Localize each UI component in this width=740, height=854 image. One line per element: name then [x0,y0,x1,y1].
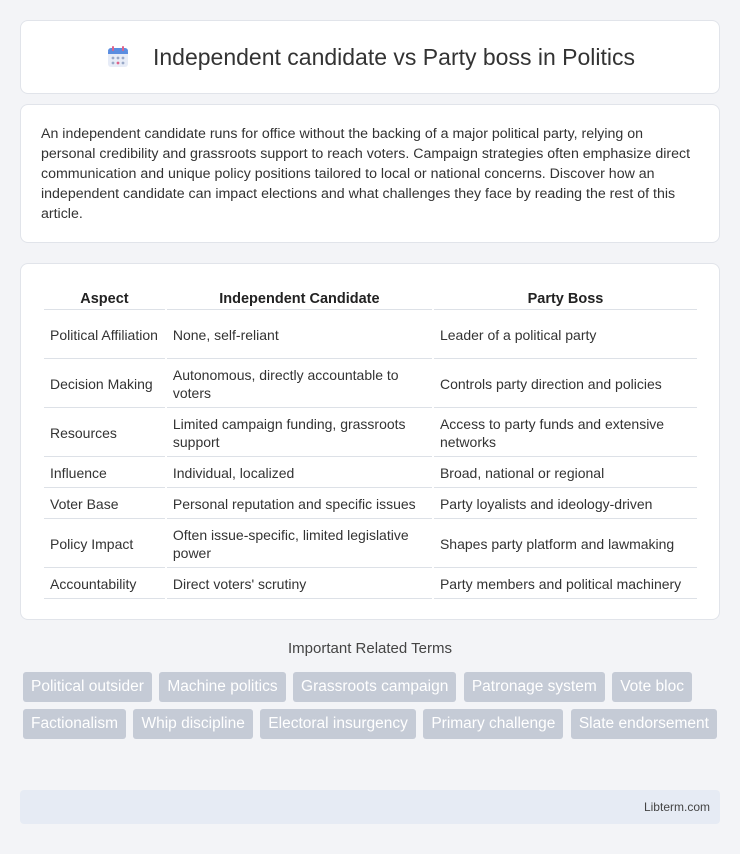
header-aspect: Aspect [44,288,165,310]
row-aspect: Influence [44,459,165,488]
row-party-boss: Leader of a political party [434,312,697,359]
footer-site-link[interactable]: Libterm.com [643,800,710,814]
row-party-boss: Shapes party platform and lawmaking [434,521,697,568]
row-independent: Individual, localized [167,459,432,488]
row-aspect: Voter Base [44,490,165,519]
header-independent-candidate: Independent Candidate [167,288,432,310]
row-independent: Direct voters' scrutiny [167,570,432,599]
intro-card [20,104,720,243]
table-row [44,361,697,408]
table-row [44,410,697,457]
calendar-icon [105,44,131,70]
related-term-tag[interactable]: Factionalism [23,709,126,739]
table-row [44,312,697,359]
row-aspect: Policy Impact [44,521,165,568]
comparison-table [42,286,699,601]
row-aspect: Accountability [44,570,165,599]
related-term-tag[interactable]: Primary challenge [423,709,563,739]
row-party-boss: Party loyalists and ideology-driven [434,490,697,519]
row-aspect: Resources [44,410,165,457]
table-row [44,459,697,488]
header-party-boss: Party Boss [434,288,697,310]
row-aspect: Political Affiliation [44,312,165,359]
page-title: Independent candidate vs Party boss in Politics [152,43,635,70]
related-term-tag[interactable]: Vote bloc [612,672,692,702]
row-party-boss: Party members and political machinery [434,570,697,599]
row-party-boss: Controls party direction and policies [434,361,697,408]
related-term-tag[interactable]: Whip discipline [133,709,252,739]
row-independent: Personal reputation and specific issues [167,490,432,519]
table-header-row [44,288,697,310]
row-independent: Autonomous, directly accountable to voters [167,361,432,408]
related-term-tag[interactable]: Machine politics [159,672,285,702]
intro-paragraph: An independent candidate runs for office without the backing of a major political party, relying on personal credibility and grassroots support to reach voters. Campaign strategies often emphasize direct communication and unique policy positions tailored to local or national concerns. Discover how an independent candidate can impact elections and what challenges they face by reading the rest of this article. [41,126,691,222]
table-row [44,521,697,568]
related-terms-title: Important Related Terms [288,640,452,657]
title-card [20,20,720,94]
related-term-tag[interactable]: Electoral insurgency [260,709,416,739]
related-term-tag[interactable]: Patronage system [464,672,605,702]
row-aspect: Decision Making [44,361,165,408]
related-term-tag[interactable]: Grassroots campaign [293,672,456,702]
related-terms-list [23,672,723,746]
related-term-tag[interactable]: Political outsider [23,672,152,702]
row-independent: Often issue-specific, limited legislative power [167,521,432,568]
table-row [44,570,697,599]
footer [20,790,720,824]
row-independent: Limited campaign funding, grassroots support [167,410,432,457]
related-term-tag[interactable]: Slate endorsement [571,709,717,739]
row-party-boss: Broad, national or regional [434,459,697,488]
comparison-card [20,263,720,620]
row-independent: None, self-reliant [167,312,432,359]
row-party-boss: Access to party funds and extensive networks [434,410,697,457]
table-row [44,490,697,519]
